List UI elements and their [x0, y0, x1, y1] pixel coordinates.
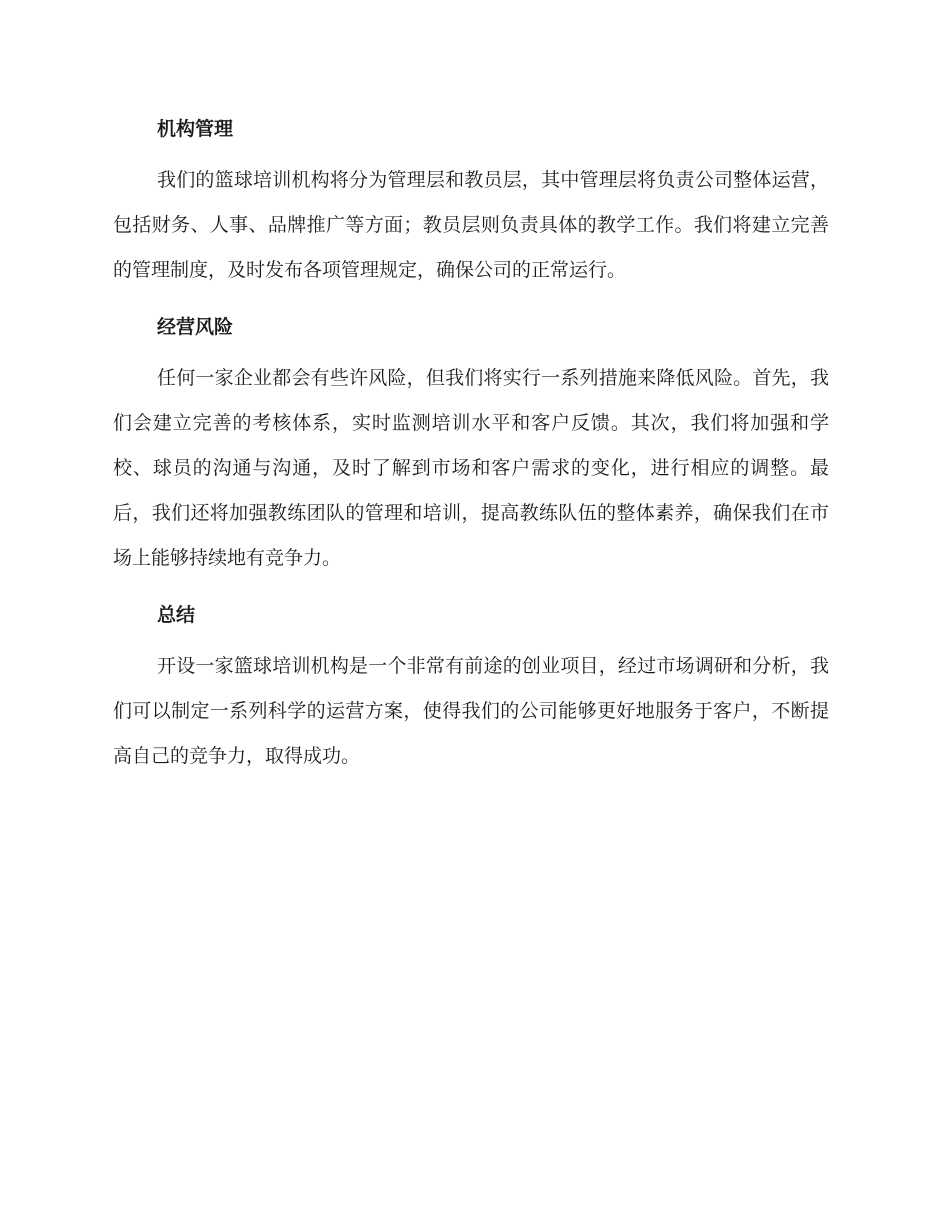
section-heading-management: 机构管理	[157, 118, 234, 140]
section-paragraph-summary: 开设一家篮球培训机构是一个非常有前途的创业项目，经过市场调研和分析，我们可以制定一系列科学的运营方案，使得我们的公司能够更好地服务于客户，不断提高自己的竞争力，取得成功。	[113, 655, 829, 767]
document-page	[113, 110, 829, 779]
section-heading-summary: 总结	[157, 604, 196, 626]
section-paragraph-management: 我们的篮球培训机构将分为管理层和教员层，其中管理层将负责公司整体运营，包括财务、人事、品牌推广等方面；教员层则负责具体的教学工作。我们将建立完善的管理制度，及时发布各项管理规定，确保公司的正常运行。	[113, 169, 829, 281]
section-paragraph-risk: 任何一家企业都会有些许风险，但我们将实行一系列措施来降低风险。首先，我们会建立完善的考核体系，实时监测培训水平和客户反馈。其次，我们将加强和学校、球员的沟通与沟通，及时了解到市场和客户需求的变化，进行相应的调整。最后，我们还将加强教练团队的管理和培训，提高教练队伍的整体素养，确保我们在市场上能够持续地有竞争力。	[113, 367, 829, 569]
section-heading-risk: 经营风险	[157, 316, 234, 338]
